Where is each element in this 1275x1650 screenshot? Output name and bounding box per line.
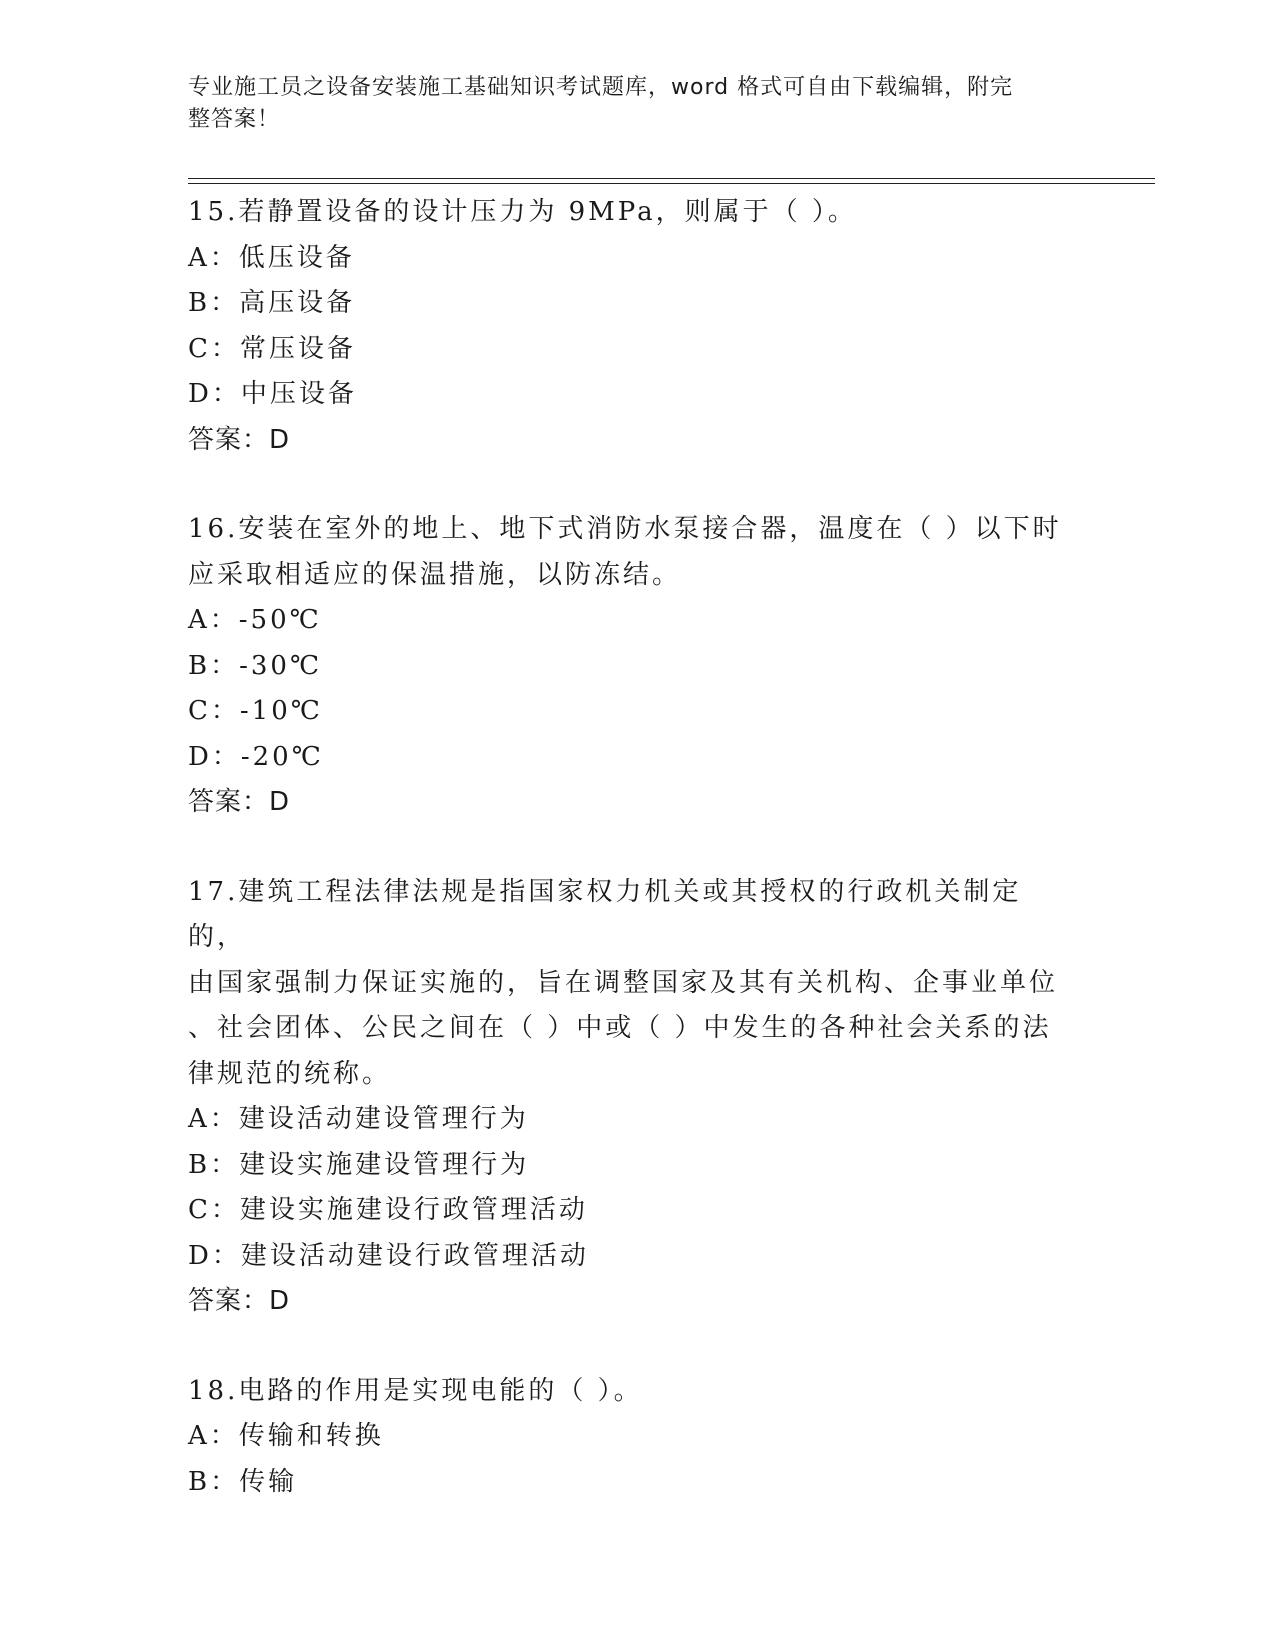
stem-line: 17.建筑工程法律法规是指国家权力机关或其授权的行政机关制定的， [188, 876, 1022, 952]
question-15 [188, 190, 1068, 463]
option-b: B：-30℃ [188, 650, 323, 681]
question-16 [188, 507, 1068, 826]
answer: 答案：D [188, 787, 291, 817]
document-header [188, 72, 1068, 136]
option-a: A：-50℃ [188, 605, 322, 635]
option-b: B：高压设备 [188, 288, 356, 318]
option-a: A：传输和转换 [188, 1421, 384, 1451]
option-d: D：-20℃ [188, 741, 324, 772]
stem-line: 由国家强制力保证实施的，旨在调整国家及其有关机构、企事业单位 [188, 967, 1059, 998]
stem-line: 应采取相适应的保温措施，以防冻结。 [188, 559, 682, 590]
stem-line: 15.若静置设备的设计压力为 9MPa，则属于（ ）。 [188, 197, 857, 227]
header-rule-top [188, 178, 1155, 179]
option-b: B：传输 [188, 1466, 298, 1497]
option-a: A：低压设备 [188, 242, 355, 273]
option-c: C：常压设备 [188, 333, 356, 364]
question-stem [188, 190, 1068, 236]
question-18 [188, 1369, 1068, 1506]
answer: 答案：D [188, 1286, 291, 1316]
stem-line: 16.安装在室外的地上、地下式消防水泵接合器，温度在（ ）以下时 [188, 514, 1062, 544]
question-stem [188, 1369, 1068, 1415]
option-c: C：-10℃ [188, 696, 323, 726]
question-stem [188, 870, 1068, 1098]
option-d: D：建设活动建设行政管理活动 [188, 1240, 589, 1271]
header-line-2: 整答案！ [188, 107, 281, 132]
question-stem [188, 507, 1068, 598]
stem-line: 18.电路的作用是实现电能的（ ）。 [188, 1375, 643, 1406]
header-rule-bottom [188, 183, 1155, 184]
option-d: D：中压设备 [188, 379, 357, 409]
option-b: B：建设实施建设管理行为 [188, 1149, 530, 1180]
option-a: A：建设活动建设管理行为 [188, 1104, 529, 1134]
stem-line: 、社会团体、公民之间在（ ）中或（ ）中发生的各种社会关系的法 [188, 1013, 1052, 1043]
header-line-1: 专业施工员之设备安装施工基础知识考试题库，word 格式可自由下载编辑，附完 [188, 75, 1014, 100]
answer: 答案：D [188, 424, 291, 455]
option-c: C：建设实施建设行政管理活动 [188, 1195, 588, 1225]
stem-line: 律规范的统称。 [188, 1058, 392, 1089]
question-list [188, 190, 1068, 1549]
question-17 [188, 870, 1068, 1325]
